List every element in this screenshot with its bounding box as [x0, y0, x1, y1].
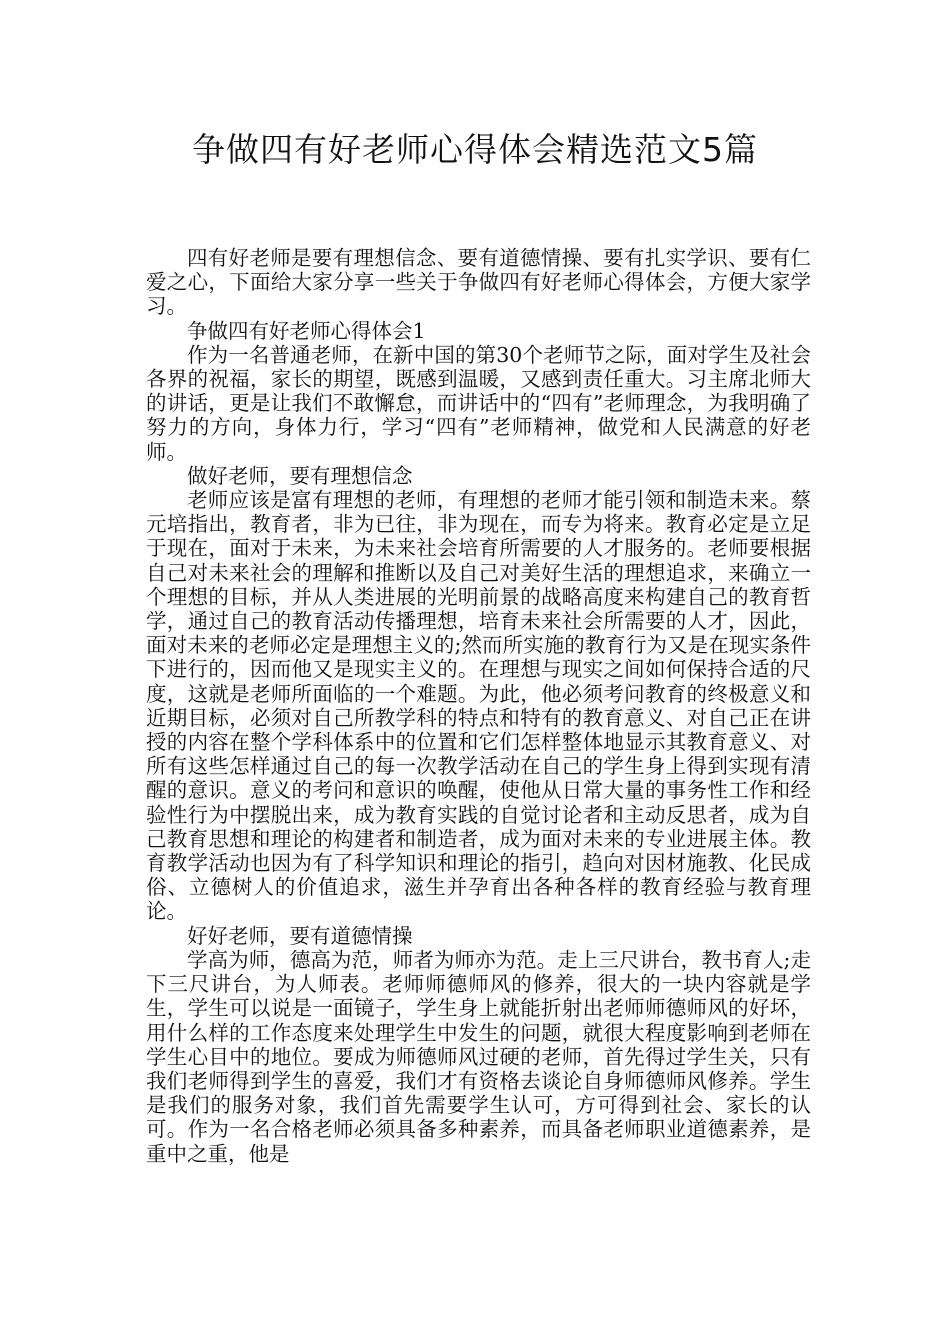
body-paragraph: 作为一名普通老师，在新中国的第30个老师节之际，面对学生及社会各界的祝福，家长的期望，既感到温暖，又感到责任重大。习主席北师大的讲话，更是让我们不敢懈怠，而讲话中的“四有”老师理念，为我明确了努力的方向，身体力行，学习“四有”老师精神，做党和人民满意的好老师。 — [146, 342, 811, 464]
body-paragraph: 学高为师，德高为范，师者为师亦为范。走上三尺讲台，教书育人;走下三尺讲台，为人师表。老师师德师风的修养，很大的一块内容就是学生，学生可以说是一面镜子，学生身上就能折射出老师师德师风的好坏，用什么样的工作态度来处理学生中发生的问题，就很大程度影响到老师在学生心目中的地位。要成为师德师风过硬的老师，首先得过学生关，只有我们老师得到学生的喜爱，我们才有资格去谈论自身师德师风修养。学生是我们的服务对象，我们首先需要学生认可，方可得到社会、家长的认可。作为一名合格老师必须具备多种素养，而具备老师职业道德素养，是重中之重，他是 — [146, 947, 811, 1166]
section-heading: 争做四有好老师心得体会1 — [187, 318, 426, 343]
subsection-heading: 做好老师，要有理想信念 — [187, 463, 413, 488]
document-body — [146, 246, 811, 1166]
document-title: 争做四有好老师心得体会精选范文5篇 — [192, 130, 758, 169]
intro-paragraph: 四有好老师是要有理想信念、要有道德情操、要有扎实学识、要有仁爱之心，下面给大家分享一些关于争做四有好老师心得体会，方便大家学习。 — [146, 246, 811, 319]
subsection-heading: 好好老师，要有道德情操 — [187, 923, 413, 948]
body-paragraph: 老师应该是富有理想的老师，有理想的老师才能引领和制造未来。蔡元培指出，教育者，非为已往，非为现在，而专为将来。教育必定是立足于现在，面对于未来，为未来社会培育所需要的人才服务的。老师要根据自己对未来社会的理解和推断以及自己对美好生活的理想追求，来确立一个理想的目标，并从人类进展的光明前景的战略高度来构建自己的教育哲学，通过自己的教育活动传播理想，培育未来社会所需要的人才，因此，面对未来的老师必定是理想主义的;然而所实施的教育行为又是在现实条件下进行的，因而他又是现实主义的。在理想与现实之间如何保持合适的尺度，这就是老师所面临的一个难题。为此，他必须考问教育的终极意义和近期目标，必须对自己所教学科的特点和特有的教育意义、对自己正在讲授的内容在整个学科体系中的位置和它们怎样整体地显示其教育意义、对所有这些怎样通过自己的每一次教学活动在自己的学生身上得到实现有清醒的意识。意义的考问和意识的唤醒，使他从日常大量的事务性工作和经验性行为中摆脱出来，成为教育实践的自觉讨论者和主动反思者，成为自己教育思想和理论的构建者和制造者，成为面对未来的专业进展主体。教育教学活动也因为有了科学知识和理论的指引，趋向对因材施教、化民成俗、立德树人的价值追求，滋生并孕育出各种各样的教育经验与教育理论。 — [146, 488, 811, 924]
